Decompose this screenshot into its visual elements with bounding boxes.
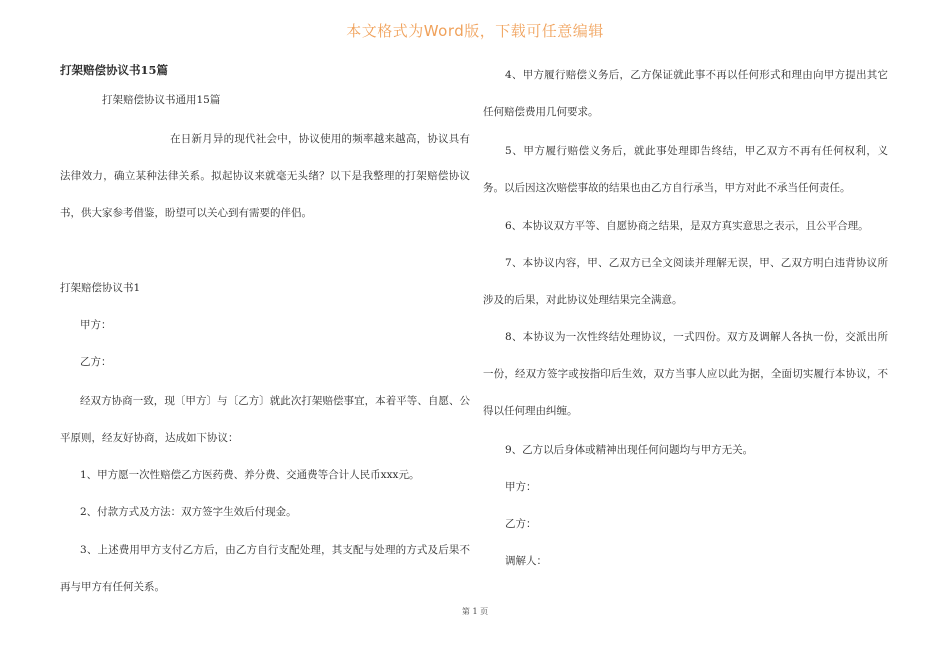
clause-3: 3、上述费用甲方支付乙方后，由乙方自行支配处理，其支配与处理的方式及后果不再与甲方有任何关系。: [60, 544, 470, 593]
intro-paragraph: 在日新月异的现代社会中，协议使用的频率越来越高，协议具有法律效力，确立某种法律关系。拟起协议来就毫无头绪？以下是我整理的打架赔偿协议书，供大家参考借鉴，盼望可以关心到有需要的伴侣。: [60, 133, 470, 219]
clause-4: 4、甲方履行赔偿义务后，乙方保证就此事不再以任何形式和理由向甲方提出其它任何赔偿费用几何要求。: [483, 69, 888, 118]
signature-party-b: 乙方：: [505, 518, 537, 530]
party-a-label: 甲方：: [80, 319, 112, 331]
signature-mediator: 调解人：: [505, 555, 547, 567]
agreement-paragraph: 经双方协商一致，现〔甲方〕与〔乙方〕就此次打架赔偿事宜，本着平等、自愿、公平原则，经友好协商，达成如下协议：: [60, 395, 470, 444]
clause-9: 9、乙方以后身体或精神出现任何问题均与甲方无关。: [505, 444, 754, 456]
document-title: 打架赔偿协议书15篇: [60, 63, 169, 77]
page-number: 第 1 页: [461, 607, 489, 616]
clause-1: 1、甲方愿一次性赔偿乙方医药费、养分费、交通费等合计人民币xxx元。: [80, 469, 420, 481]
party-b-label: 乙方：: [80, 356, 112, 368]
clause-8: 8、本协议为一次性终结处理协议，一式四份。双方及调解人各执一份，交派出所一份，经双方签字或按指印后生效，双方当事人应以此为据，全面切实履行本协议，不得以任何理由纠缠。: [483, 331, 888, 417]
format-banner: 本文格式为Word版，下载可任意编辑: [346, 22, 604, 40]
clause-5: 5、甲方履行赔偿义务后，就此事处理即告终结，甲乙双方不再有任何权利，义务。以后因这次赔偿事故的结果也由乙方自行承当，甲方对此不承当任何责任。: [483, 145, 888, 194]
document-subtitle: 打架赔偿协议书通用15篇: [102, 94, 221, 106]
section-heading: 打架赔偿协议书1: [60, 282, 141, 294]
clause-2: 2、付款方式及方法：双方签字生效后付现金。: [80, 506, 297, 518]
signature-party-a: 甲方：: [505, 481, 537, 493]
clause-7: 7、本协议内容，甲、乙双方已全文阅读并理解无误，甲、乙双方明白违背协议所涉及的后果，对此协议处理结果完全满意。: [483, 257, 888, 306]
clause-6: 6、本协议双方平等、自愿协商之结果，是双方真实意思之表示，且公平合理。: [505, 220, 869, 232]
